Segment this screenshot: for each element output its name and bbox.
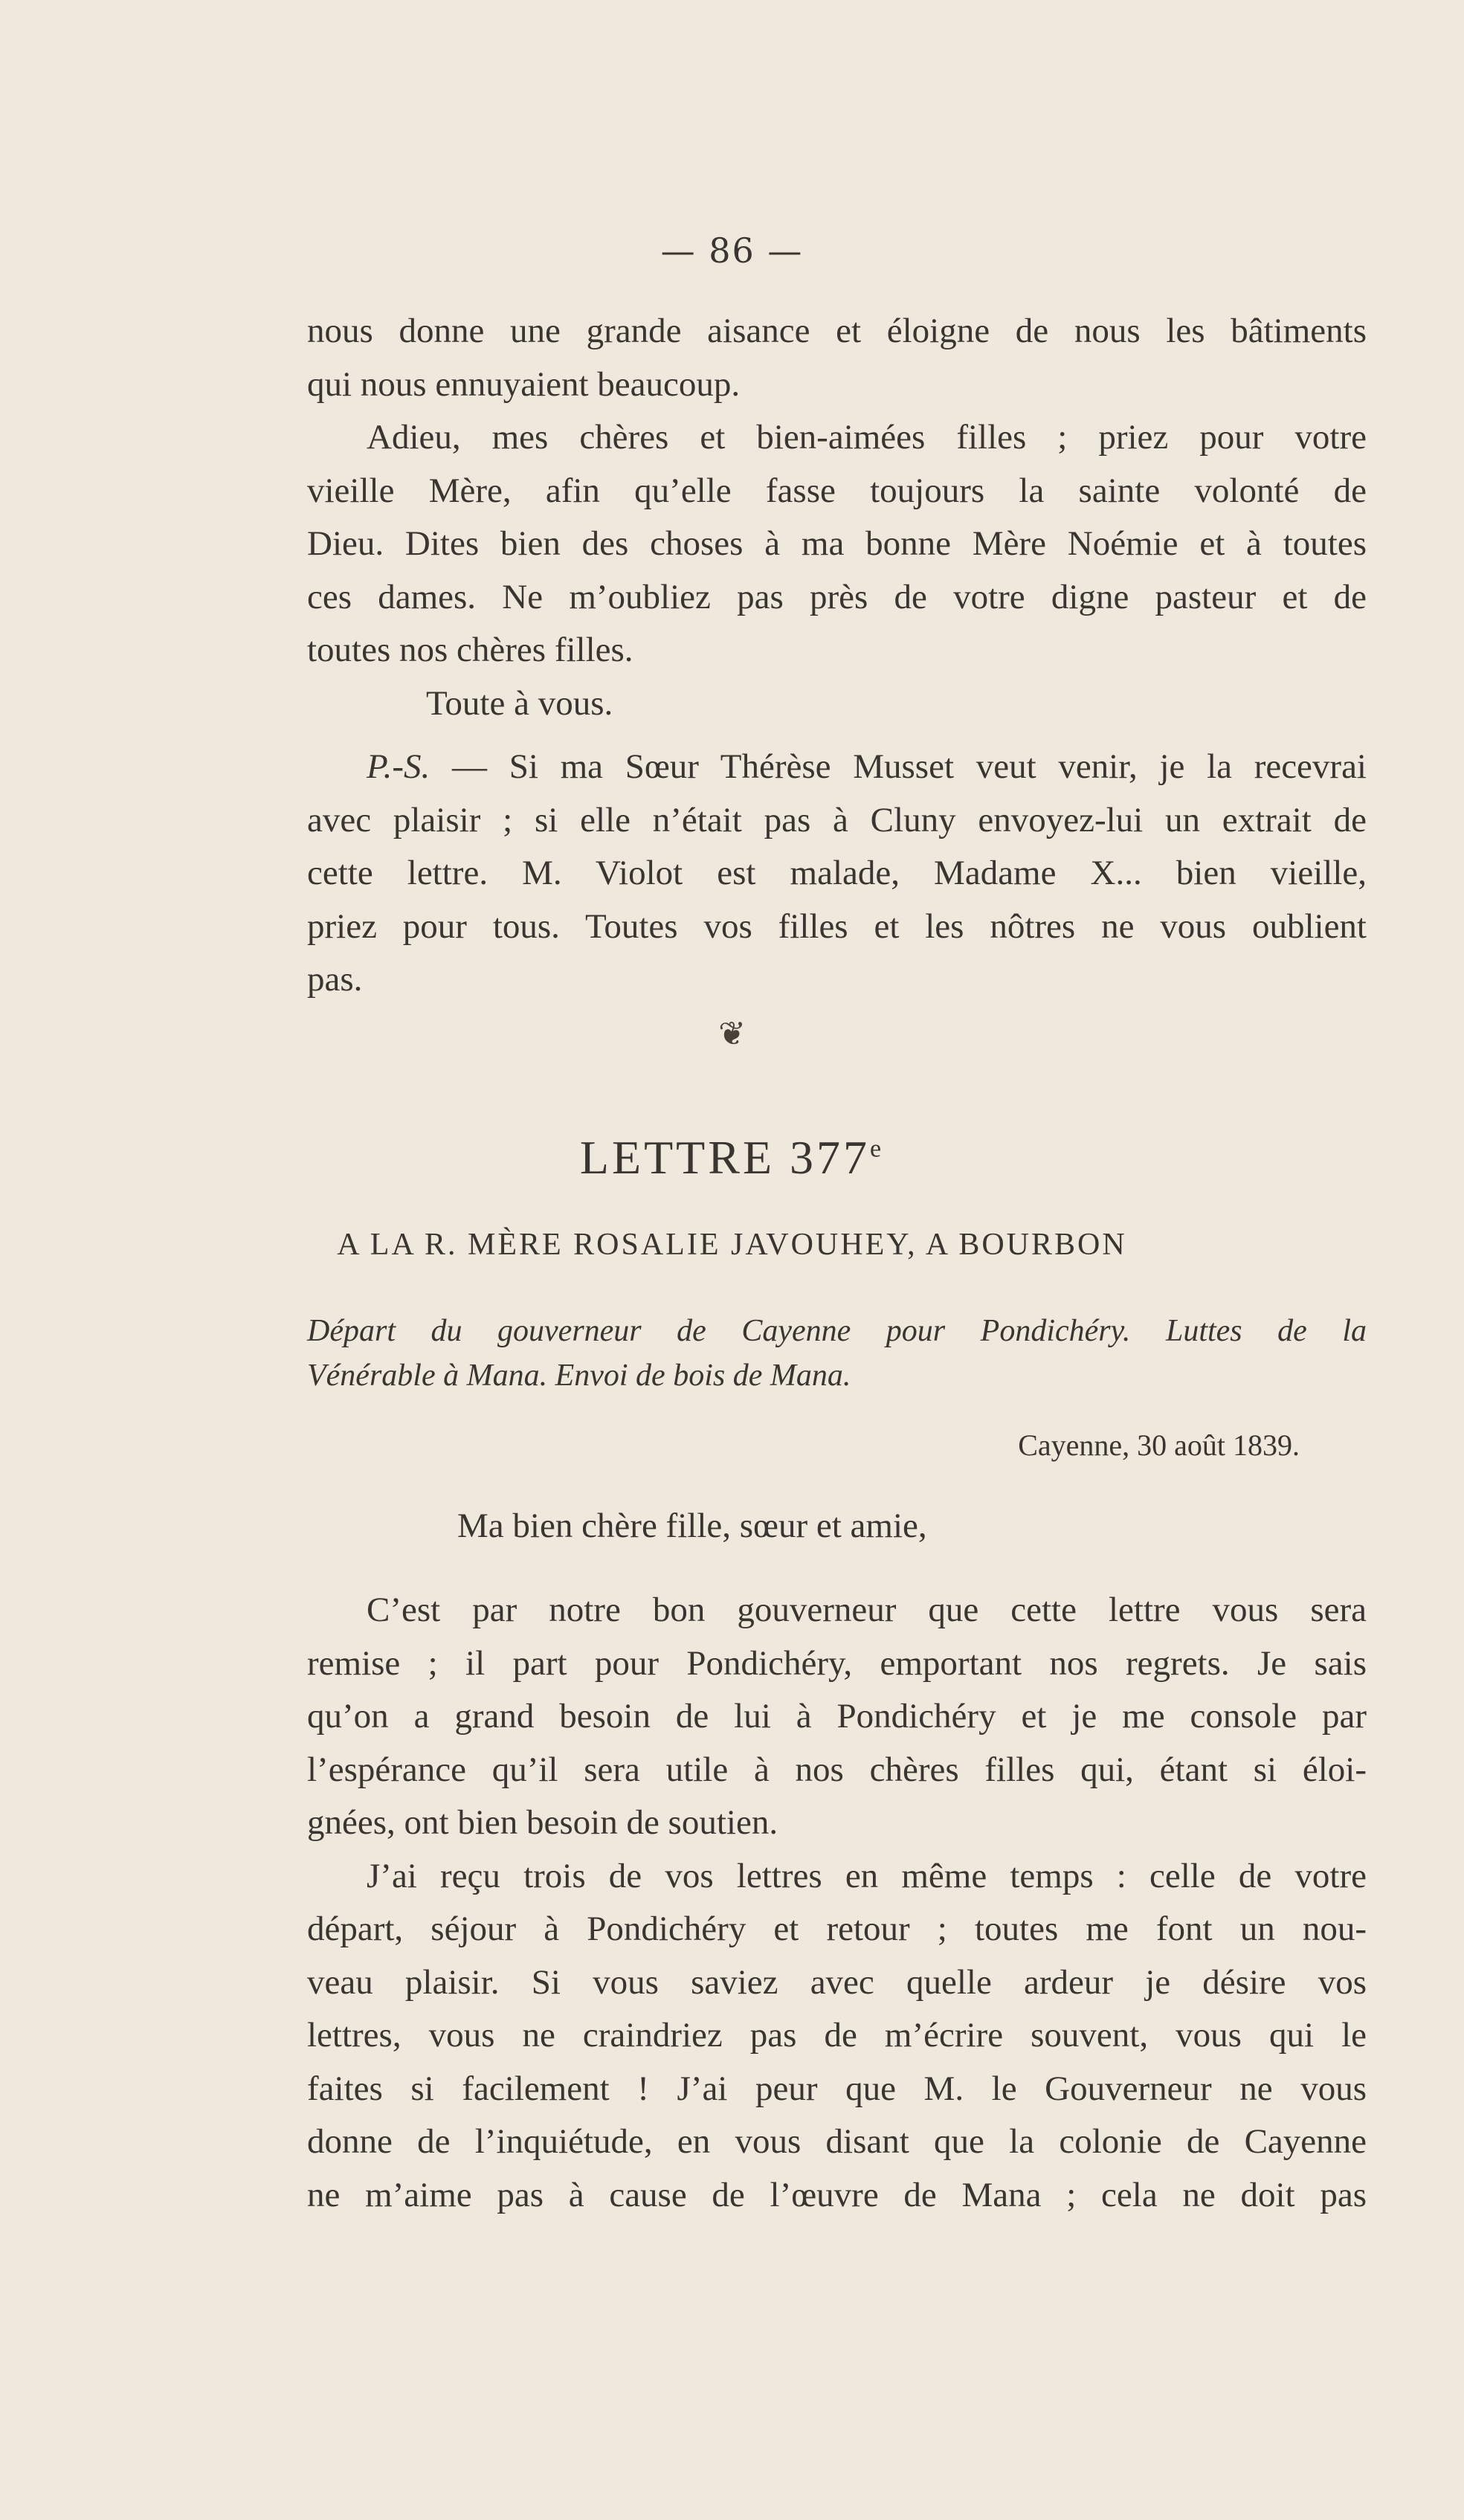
letter-title-sup: e — [870, 1135, 885, 1163]
text-line: gnées, ont bien besoin de soutien. — [307, 1803, 778, 1842]
text-line: ne m’aime pas à cause de l’œuvre de Mana ; cela ne doit pas — [307, 2175, 1367, 2214]
text-line: toutes nos chères filles. — [307, 631, 633, 669]
text-line: priez pour tous. Toutes vos filles et les nôtres ne vous oublient — [307, 906, 1367, 946]
text-line: remise ; il part pour Pondichéry, emportant nos regrets. Je sais — [307, 1643, 1367, 1683]
letter-recipient: A LA R. MÈRE ROSALIE JAVOUHEY, A BOURBON — [337, 1228, 1127, 1262]
text-line: qui nous ennuyaient beaucoup. — [307, 364, 741, 404]
closing-line: Toute à vous. — [426, 683, 613, 723]
letter-body — [307, 1584, 1367, 2222]
text-line: pas. — [307, 960, 363, 999]
text-line: départ, séjour à Pondichéry et retour ; toutes me font un nou- — [307, 1910, 1367, 1948]
text-line: J’ai reçu trois de vos lettres en même temps : celle de votre — [367, 1856, 1367, 1895]
fleuron-ornament-icon: ❦ — [718, 1015, 746, 1053]
text-line: nous donne une grande aisance et éloigne de nous les bâtiments — [307, 312, 1367, 350]
text-line: donne de l’inquiétude, en vous disant que la colonie de Cayenne — [307, 2122, 1367, 2161]
summary-line: Départ du gouverneur de Cayenne pour Pondichéry. Luttes de la — [307, 1314, 1367, 1348]
text-line: veau plaisir. Si vous saviez avec quelle ardeur je désire vos — [307, 1962, 1367, 2002]
text-line: avec plaisir ; si elle n’était pas à Cluny envoyez-lui un extrait de — [307, 800, 1367, 840]
place-date: Cayenne, 30 août 1839. — [1018, 1428, 1300, 1462]
continuation-text — [307, 305, 1367, 1007]
text-line: vieille Mère, afin qu’elle fasse toujours la sainte volonté de — [307, 471, 1367, 510]
text-line: Adieu, mes chères et bien-aimées filles ; priez pour votre — [367, 418, 1367, 457]
text-line: faites si facilement ! J’ai peur que M. le Gouverneur ne vous — [307, 2069, 1367, 2108]
text-line: qu’on a grand besoin de lui à Pondichéry et je me console par — [307, 1697, 1367, 1736]
postscript-label: P.-S. — [367, 747, 431, 786]
letter-title — [0, 1130, 1464, 1185]
text-line: lettres, vous ne craindriez pas de m’écrire souvent, vous qui le — [307, 2016, 1367, 2055]
page-number: — 86 — — [660, 231, 804, 271]
text-line: cette lettre. M. Violot est malade, Madame X... bien vieille, — [307, 854, 1367, 892]
text-line: ces dames. Ne m’oubliez pas près de votre digne pasteur et de — [307, 577, 1367, 616]
letter-title-text: LETTRE 377 — [579, 1131, 871, 1184]
text-line: l’espérance qu’il sera utile à nos chères filles qui, étant si éloi- — [307, 1750, 1367, 1789]
letter-summary — [307, 1309, 1367, 1398]
text-line: C’est par notre bon gouverneur que cette lettre vous sera — [367, 1591, 1367, 1629]
postscript-text: — Si ma Sœur Thérèse Musset veut venir, je la recevrai — [430, 747, 1367, 786]
text-line: Dieu. Dites bien des choses à ma bonne Mère Noémie et à toutes — [307, 524, 1367, 563]
salutation: Ma bien chère fille, sœur et amie, — [457, 1506, 927, 1545]
postscript-line — [307, 741, 1367, 794]
summary-line: Vénérable à Mana. Envoi de bois de Mana. — [307, 1359, 851, 1393]
